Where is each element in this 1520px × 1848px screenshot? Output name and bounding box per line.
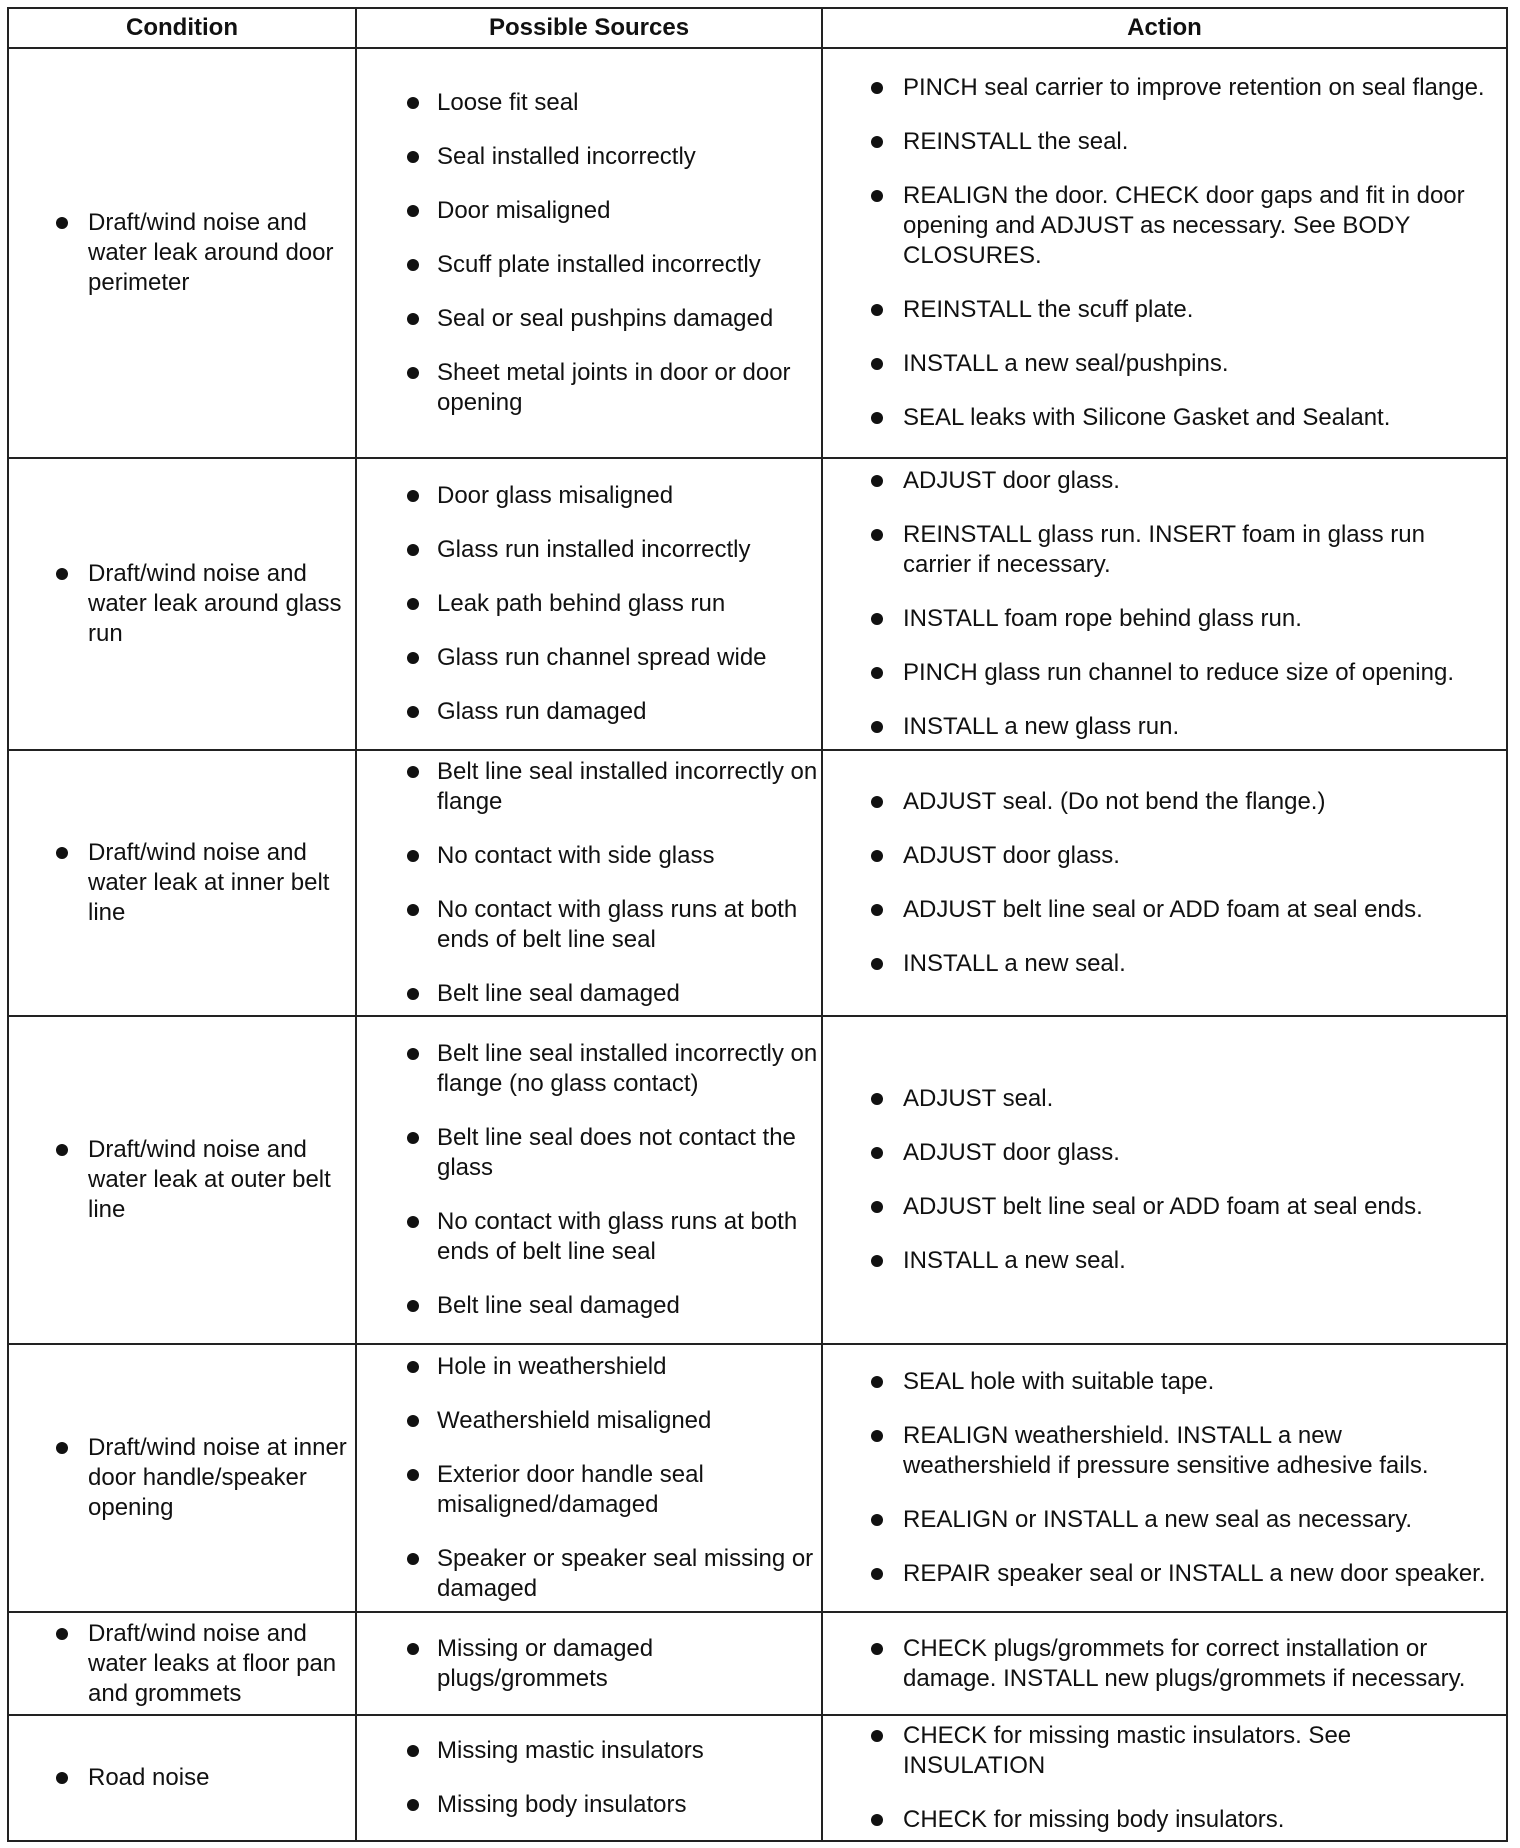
sources-cell — [356, 1715, 822, 1841]
source-item: Seal or seal pushpins damaged — [357, 304, 821, 334]
bullet-icon — [871, 1147, 883, 1159]
sources-cell — [356, 1016, 822, 1344]
action-item: CHECK for missing mastic insulators. See INSULATION — [823, 1721, 1506, 1781]
bullet-icon — [56, 568, 68, 580]
bullet-icon — [407, 1216, 419, 1228]
sources-cell — [356, 1612, 822, 1715]
condition-cell — [8, 750, 356, 1016]
action-item: ADJUST belt line seal or ADD foam at seal ends. — [823, 895, 1506, 925]
condition-item: Draft/wind noise at inner door handle/speaker opening — [9, 1433, 355, 1523]
action-cell — [822, 1715, 1507, 1841]
condition-cell — [8, 1016, 356, 1344]
bullet-icon — [407, 706, 419, 718]
action-cell — [822, 48, 1507, 458]
bullet-icon — [407, 1048, 419, 1060]
sources-cell — [356, 750, 822, 1016]
source-item: Hole in weathershield — [357, 1352, 821, 1382]
source-item: Seal installed incorrectly — [357, 142, 821, 172]
header-action: Action — [822, 8, 1507, 48]
bullet-icon — [407, 205, 419, 217]
action-item: ADJUST seal. — [823, 1084, 1506, 1114]
source-item: Belt line seal installed incorrectly on flange — [357, 757, 821, 817]
action-item: REALIGN the door. CHECK door gaps and fit in door opening and ADJUST as necessary. See BODY CLOSURES. — [823, 181, 1506, 271]
source-item: Scuff plate installed incorrectly — [357, 250, 821, 280]
bullet-icon — [871, 190, 883, 202]
sources-cell — [356, 48, 822, 458]
table-row — [8, 1612, 1507, 1715]
bullet-icon — [407, 1132, 419, 1144]
sources-cell — [356, 1344, 822, 1612]
bullet-icon — [407, 151, 419, 163]
bullet-icon — [56, 1144, 68, 1156]
table-row — [8, 1344, 1507, 1612]
bullet-icon — [871, 1201, 883, 1213]
bullet-icon — [407, 1469, 419, 1481]
condition-item: Road noise — [9, 1763, 355, 1793]
action-item: PINCH glass run channel to reduce size of opening. — [823, 658, 1506, 688]
bullet-icon — [56, 217, 68, 229]
bullet-icon — [407, 259, 419, 271]
sources-cell — [356, 458, 822, 750]
bullet-icon — [407, 313, 419, 325]
source-item: Missing or damaged plugs/grommets — [357, 1634, 821, 1694]
bullet-icon — [407, 904, 419, 916]
action-item: INSTALL a new glass run. — [823, 712, 1506, 742]
source-item: Glass run installed incorrectly — [357, 535, 821, 565]
bullet-icon — [407, 367, 419, 379]
header-possible-sources: Possible Sources — [356, 8, 822, 48]
condition-item: Draft/wind noise and water leak at inner belt line — [9, 838, 355, 928]
action-item: REALIGN weathershield. INSTALL a new weathershield if pressure sensitive adhesive fails. — [823, 1421, 1506, 1481]
condition-cell — [8, 1612, 356, 1715]
action-item: SEAL hole with suitable tape. — [823, 1367, 1506, 1397]
bullet-icon — [871, 304, 883, 316]
bullet-icon — [871, 958, 883, 970]
action-item: ADJUST door glass. — [823, 466, 1506, 496]
bullet-icon — [871, 613, 883, 625]
bullet-icon — [871, 1514, 883, 1526]
bullet-icon — [871, 904, 883, 916]
action-item: ADJUST door glass. — [823, 1138, 1506, 1168]
table-row — [8, 1715, 1507, 1841]
bullet-icon — [871, 82, 883, 94]
action-item: REPAIR speaker seal or INSTALL a new door speaker. — [823, 1559, 1506, 1589]
source-item: Door glass misaligned — [357, 481, 821, 511]
table-row — [8, 458, 1507, 750]
bullet-icon — [407, 544, 419, 556]
bullet-icon — [407, 598, 419, 610]
bullet-icon — [871, 358, 883, 370]
bullet-icon — [407, 1745, 419, 1757]
source-item: Belt line seal does not contact the glass — [357, 1123, 821, 1183]
bullet-icon — [871, 1376, 883, 1388]
bullet-icon — [871, 136, 883, 148]
action-item: INSTALL foam rope behind glass run. — [823, 604, 1506, 634]
bullet-icon — [871, 1430, 883, 1442]
source-item: Glass run damaged — [357, 697, 821, 727]
condition-cell — [8, 458, 356, 750]
bullet-icon — [871, 667, 883, 679]
bullet-icon — [871, 1730, 883, 1742]
action-item: INSTALL a new seal. — [823, 1246, 1506, 1276]
condition-item: Draft/wind noise and water leaks at floor pan and grommets — [9, 1619, 355, 1709]
table-row — [8, 1016, 1507, 1344]
action-cell — [822, 1344, 1507, 1612]
bullet-icon — [407, 850, 419, 862]
source-item: Belt line seal installed incorrectly on flange (no glass contact) — [357, 1039, 821, 1099]
table-row — [8, 750, 1507, 1016]
source-item: Door misaligned — [357, 196, 821, 226]
action-item: CHECK for missing body insulators. — [823, 1805, 1506, 1835]
bullet-icon — [56, 1442, 68, 1454]
action-item: ADJUST seal. (Do not bend the flange.) — [823, 787, 1506, 817]
source-item: Speaker or speaker seal missing or damaged — [357, 1544, 821, 1604]
condition-item: Draft/wind noise and water leak around glass run — [9, 559, 355, 649]
bullet-icon — [407, 1799, 419, 1811]
header-condition: Condition — [8, 8, 356, 48]
source-item: No contact with side glass — [357, 841, 821, 871]
action-item: INSTALL a new seal. — [823, 949, 1506, 979]
bullet-icon — [407, 490, 419, 502]
condition-cell — [8, 1344, 356, 1612]
bullet-icon — [407, 1300, 419, 1312]
bullet-icon — [56, 1772, 68, 1784]
bullet-icon — [871, 1568, 883, 1580]
action-item: ADJUST door glass. — [823, 841, 1506, 871]
action-item: REINSTALL the seal. — [823, 127, 1506, 157]
bullet-icon — [407, 1415, 419, 1427]
action-cell — [822, 458, 1507, 750]
source-item: No contact with glass runs at both ends of belt line seal — [357, 1207, 821, 1267]
bullet-icon — [407, 1553, 419, 1565]
action-item: INSTALL a new seal/pushpins. — [823, 349, 1506, 379]
bullet-icon — [871, 475, 883, 487]
action-cell — [822, 750, 1507, 1016]
action-item: ADJUST belt line seal or ADD foam at seal ends. — [823, 1192, 1506, 1222]
diagnosis-table — [7, 7, 1508, 1842]
bullet-icon — [407, 652, 419, 664]
action-item: CHECK plugs/grommets for correct installation or damage. INSTALL new plugs/grommets if necessary. — [823, 1634, 1506, 1694]
bullet-icon — [871, 721, 883, 733]
condition-item: Draft/wind noise and water leak at outer belt line — [9, 1135, 355, 1225]
table-row — [8, 48, 1507, 458]
source-item: Sheet metal joints in door or door opening — [357, 358, 821, 418]
bullet-icon — [407, 766, 419, 778]
bullet-icon — [871, 796, 883, 808]
condition-item: Draft/wind noise and water leak around door perimeter — [9, 208, 355, 298]
bullet-icon — [56, 847, 68, 859]
bullet-icon — [871, 1255, 883, 1267]
source-item: Missing body insulators — [357, 1790, 821, 1820]
bullet-icon — [871, 412, 883, 424]
bullet-icon — [871, 1814, 883, 1826]
bullet-icon — [871, 1093, 883, 1105]
source-item: Weathershield misaligned — [357, 1406, 821, 1436]
condition-cell — [8, 1715, 356, 1841]
source-item: Belt line seal damaged — [357, 1291, 821, 1321]
source-item: Leak path behind glass run — [357, 589, 821, 619]
bullet-icon — [407, 988, 419, 1000]
bullet-icon — [407, 1643, 419, 1655]
source-item: Missing mastic insulators — [357, 1736, 821, 1766]
bullet-icon — [407, 97, 419, 109]
bullet-icon — [871, 1643, 883, 1655]
action-cell — [822, 1016, 1507, 1344]
bullet-icon — [871, 850, 883, 862]
source-item: Exterior door handle seal misaligned/damaged — [357, 1460, 821, 1520]
source-item: No contact with glass runs at both ends of belt line seal — [357, 895, 821, 955]
action-item: REINSTALL the scuff plate. — [823, 295, 1506, 325]
action-cell — [822, 1612, 1507, 1715]
source-item: Belt line seal damaged — [357, 979, 821, 1009]
action-item: REINSTALL glass run. INSERT foam in glass run carrier if necessary. — [823, 520, 1506, 580]
bullet-icon — [407, 1361, 419, 1373]
action-item: REALIGN or INSTALL a new seal as necessary. — [823, 1505, 1506, 1535]
source-item: Glass run channel spread wide — [357, 643, 821, 673]
bullet-icon — [56, 1628, 68, 1640]
action-item: PINCH seal carrier to improve retention on seal flange. — [823, 73, 1506, 103]
source-item: Loose fit seal — [357, 88, 821, 118]
action-item: SEAL leaks with Silicone Gasket and Sealant. — [823, 403, 1506, 433]
bullet-icon — [871, 529, 883, 541]
condition-cell — [8, 48, 356, 458]
header-row — [8, 8, 1507, 48]
